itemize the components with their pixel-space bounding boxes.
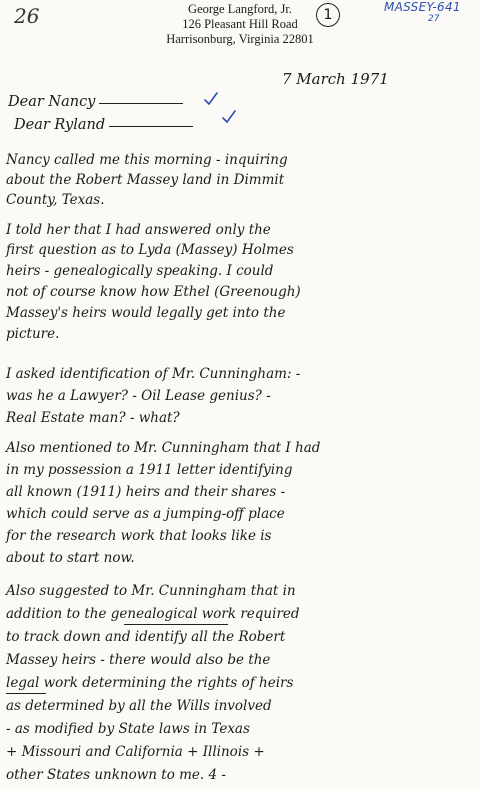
file-code: MASSEY-641 bbox=[384, 0, 461, 14]
body-line: - as modified by State laws in Texas bbox=[6, 721, 250, 737]
body-line: first question as to Lyda (Massey) Holmes bbox=[6, 242, 294, 258]
letterhead-street: 126 Pleasant Hill Road bbox=[182, 17, 298, 31]
body-line: + Missouri and California + Illinois + bbox=[6, 744, 265, 760]
letter-date: 7 March 1971 bbox=[282, 70, 389, 88]
body-line: Also suggested to Mr. Cunningham that in bbox=[6, 583, 296, 599]
page-number: 26 bbox=[14, 4, 40, 28]
letterhead-city: Harrisonburg, Virginia 22801 bbox=[166, 32, 314, 46]
check-mark-icon bbox=[222, 110, 236, 124]
body-line: legal work determining the rights of heirs bbox=[6, 675, 294, 691]
check-mark-icon bbox=[204, 92, 218, 106]
body-line: as determined by all the Wills involved bbox=[6, 698, 272, 714]
body-line: heirs - genealogically speaking. I could bbox=[6, 263, 274, 279]
body-line: not of course know how Ethel (Greenough) bbox=[6, 284, 301, 300]
body-line: Massey's heirs would legally get into the bbox=[6, 305, 286, 321]
body-line: to track down and identify all the Robert bbox=[6, 629, 286, 645]
body-line: I told her that I had answered only the bbox=[6, 222, 271, 238]
body-line: was he a Lawyer? - Oil Lease genius? - bbox=[6, 388, 271, 404]
body-line: about to start now. bbox=[6, 550, 135, 566]
legal-underline bbox=[6, 693, 46, 694]
body-line: Real Estate man? - what? bbox=[6, 410, 180, 426]
salutation-1-rule bbox=[99, 103, 183, 104]
salutation-2-rule bbox=[109, 126, 193, 127]
salutation-2-text: Dear Ryland bbox=[14, 117, 106, 133]
body-line: other States unknown to me. 4 - bbox=[6, 767, 226, 783]
body-line: in my possession a 1911 letter identifying bbox=[6, 462, 293, 478]
body-line: County, Texas. bbox=[6, 192, 105, 208]
salutation-2 bbox=[14, 117, 193, 133]
salutation-1 bbox=[8, 94, 183, 110]
circled-page-marker: 1 bbox=[316, 3, 340, 27]
body-line: I asked identification of Mr. Cunningham: - bbox=[6, 366, 301, 382]
body-line: picture. bbox=[6, 326, 60, 342]
body-line: Also mentioned to Mr. Cunningham that I had bbox=[6, 440, 321, 456]
genealogical-underline bbox=[124, 624, 228, 625]
body-line: addition to the genealogical work required bbox=[6, 606, 300, 622]
file-subcode: 27 bbox=[428, 14, 440, 24]
salutation-1-text: Dear Nancy bbox=[8, 94, 96, 110]
body-line: Massey heirs - there would also be the bbox=[6, 652, 271, 668]
body-line: for the research work that looks like is bbox=[6, 528, 272, 544]
body-line: which could serve as a jumping-off place bbox=[6, 506, 285, 522]
body-line: about the Robert Massey land in Dimmit bbox=[6, 172, 285, 188]
letterhead-name: George Langford, Jr. bbox=[188, 2, 292, 16]
body-line: all known (1911) heirs and their shares - bbox=[6, 484, 286, 500]
body-line: Nancy called me this morning - inquiring bbox=[6, 152, 288, 168]
